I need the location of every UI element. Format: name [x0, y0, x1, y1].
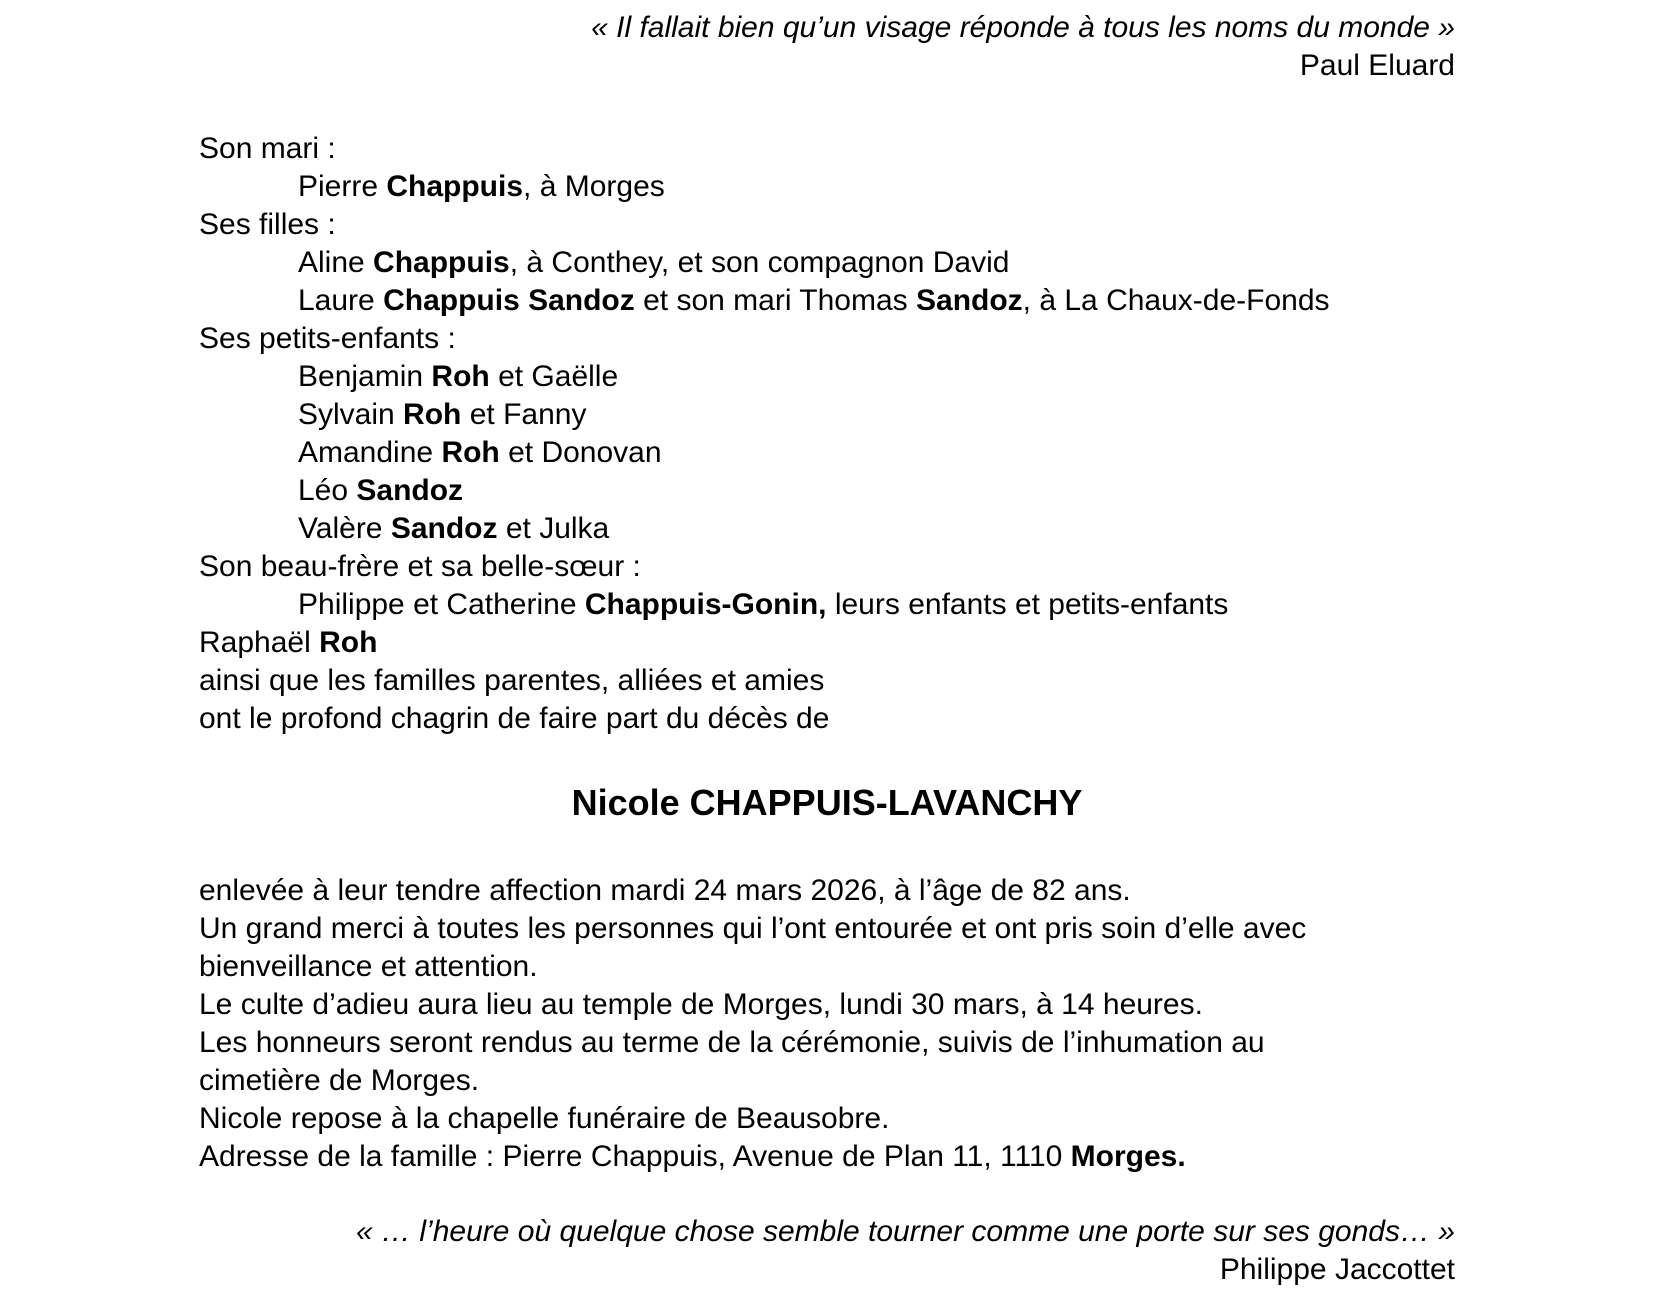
- text-segment: Raphaël: [199, 626, 320, 659]
- text-segment: Pierre: [298, 170, 387, 203]
- bold-name-segment: Roh: [319, 626, 378, 659]
- text-line: [199, 130, 1455, 168]
- text-segment: Amandine: [298, 436, 442, 469]
- text-segment: Le culte d’adieu aura lieu au temple de Morges, lundi 30 mars, à 14 heures.: [199, 988, 1203, 1021]
- text-segment: et Donovan: [499, 436, 662, 469]
- bold-name-segment: Chappuis: [386, 170, 524, 203]
- text-segment: leurs enfants et petits-enfants: [826, 588, 1229, 621]
- text-segment: Valère: [298, 512, 391, 545]
- text-line: [199, 662, 1455, 700]
- deceased-name: Nicole CHAPPUIS-LAVANCHY: [571, 782, 1083, 823]
- bold-name-segment: Sandoz: [916, 284, 1023, 317]
- text-segment: et Fanny: [461, 398, 587, 431]
- text-segment: Nicole repose à la chapelle funéraire de Beausobre.: [199, 1102, 890, 1135]
- text-line: [199, 948, 1455, 986]
- text-segment: Laure: [298, 284, 384, 317]
- text-segment: et Julka: [497, 512, 610, 545]
- bold-name-segment: Chappuis: [373, 246, 510, 279]
- top-quote-author: Paul Eluard: [1299, 49, 1455, 82]
- text-segment: Les honneurs seront rendus au terme de la cérémonie, suivis de l’inhumation au: [199, 1026, 1265, 1059]
- text-segment: et Gaëlle: [489, 360, 619, 393]
- text-line: [199, 872, 1455, 910]
- bold-name-segment: Morges.: [1070, 1140, 1186, 1173]
- text-segment: Philippe et Catherine: [298, 588, 585, 621]
- text-segment: Un grand merci à toutes les personnes qui l’ont entourée et ont pris soin d’elle avec: [199, 912, 1307, 945]
- text-line: [199, 548, 1455, 586]
- bold-name-segment: Sandoz: [390, 512, 498, 545]
- text-segment: cimetière de Morges.: [199, 1064, 480, 1097]
- text-segment: ont le profond chagrin de faire part du décès de: [199, 702, 830, 735]
- text-segment: Son mari :: [199, 132, 336, 165]
- bold-name-segment: Sandoz: [356, 474, 464, 507]
- announcement-text: [199, 872, 1455, 1176]
- text-line: [199, 1062, 1455, 1100]
- text-line: [199, 396, 1455, 434]
- text-segment: , à La Chaux-de-Fonds: [1022, 284, 1330, 317]
- text-segment: , à Morges: [523, 170, 665, 203]
- text-line: [199, 624, 1455, 662]
- bold-name-segment: Chappuis-Gonin,: [584, 588, 827, 621]
- text-segment: bienveillance et attention.: [199, 950, 538, 983]
- text-segment: Léo: [298, 474, 357, 507]
- text-line: [199, 510, 1455, 548]
- text-line: [199, 1138, 1455, 1176]
- bottom-quote-author: Philippe Jaccottet: [1219, 1253, 1455, 1286]
- text-line: [199, 986, 1455, 1024]
- text-line: [199, 700, 1455, 738]
- text-line: [199, 320, 1455, 358]
- text-line: [199, 168, 1455, 206]
- bold-name-segment: Roh: [441, 436, 500, 469]
- text-line: [199, 472, 1455, 510]
- text-segment: , à Conthey, et son compagnon David: [509, 246, 1010, 279]
- text-segment: ainsi que les familles parentes, alliées et amies: [199, 664, 825, 697]
- text-segment: Ses filles :: [199, 208, 336, 241]
- bottom-quote-block: [199, 1213, 1455, 1289]
- text-line: [199, 206, 1455, 244]
- text-line: [199, 358, 1455, 396]
- text-segment: Aline: [298, 246, 374, 279]
- text-segment: et son mari Thomas: [634, 284, 916, 317]
- text-line: [199, 1100, 1455, 1138]
- family-list: [199, 130, 1455, 738]
- text-segment: Ses petits-enfants :: [199, 322, 456, 355]
- top-quote-text: « Il fallait bien qu’un visage réponde à tous les noms du monde »: [591, 11, 1455, 44]
- text-segment: Benjamin: [298, 360, 432, 393]
- text-segment: enlevée à leur tendre affection mardi 24 mars 2026, à l’âge de 82 ans.: [199, 874, 1131, 907]
- text-line: [199, 586, 1455, 624]
- bold-name-segment: Chappuis Sandoz: [383, 284, 635, 317]
- bold-name-segment: Roh: [431, 360, 490, 393]
- text-line: [199, 910, 1455, 948]
- text-segment: Adresse de la famille : Pierre Chappuis, Avenue de Plan 11, 1110: [199, 1140, 1071, 1173]
- top-quote-block: [199, 9, 1455, 85]
- text-line: [199, 244, 1455, 282]
- text-segment: Sylvain: [298, 398, 404, 431]
- text-line: [199, 282, 1455, 320]
- bottom-quote-text: « … l’heure où quelque chose semble tourner comme une porte sur ses gonds… »: [356, 1215, 1455, 1248]
- text-line: [199, 434, 1455, 472]
- text-line: [199, 1024, 1455, 1062]
- bold-name-segment: Roh: [403, 398, 462, 431]
- text-segment: Son beau-frère et sa belle-sœur :: [199, 550, 641, 583]
